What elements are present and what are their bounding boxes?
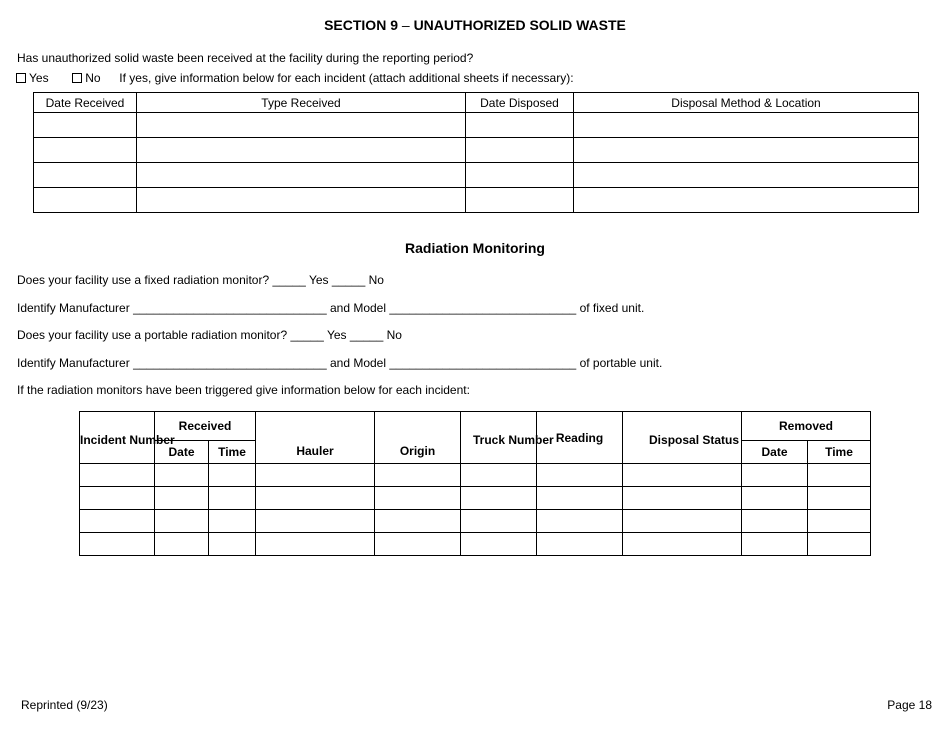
fixed-no-blank[interactable]: _____: [331, 273, 366, 287]
table-cell[interactable]: [209, 464, 256, 487]
yes-checkbox[interactable]: [16, 73, 26, 83]
of-fixed-unit-label: of fixed unit.: [579, 301, 645, 315]
table-cell[interactable]: [80, 533, 155, 556]
portable-no-blank[interactable]: _____: [349, 328, 384, 342]
table-cell[interactable]: [461, 487, 537, 510]
table-cell[interactable]: [537, 464, 623, 487]
table-cell[interactable]: [155, 464, 209, 487]
table-cell[interactable]: [808, 533, 871, 556]
section-title: [0, 17, 950, 33]
col-disposal-status: Disposal Status: [623, 412, 742, 464]
fixed-yes-blank[interactable]: _____: [272, 273, 306, 287]
table-cell[interactable]: [137, 188, 466, 213]
section-title-prefix: SECTION 9: [324, 17, 398, 33]
table-cell[interactable]: [742, 533, 808, 556]
portable-model-blank[interactable]: ____________________________: [389, 356, 577, 370]
table-cell[interactable]: [375, 533, 461, 556]
table-cell[interactable]: [461, 510, 537, 533]
identify-manufacturer-label: Identify Manufacturer: [17, 356, 130, 370]
portable-manufacturer-blank[interactable]: _____________________________: [133, 356, 327, 370]
table-row: [80, 510, 871, 533]
table-cell[interactable]: [461, 464, 537, 487]
unauthorized-waste-table: [33, 92, 919, 213]
radiation-incident-table: [79, 411, 871, 556]
fixed-monitor-question: [17, 273, 384, 287]
col-removed-time: Time: [808, 441, 871, 464]
table-cell[interactable]: [209, 510, 256, 533]
col-hauler: Hauler: [256, 412, 375, 464]
table-row: [34, 188, 919, 213]
table-cell[interactable]: [375, 487, 461, 510]
portable-manufacturer-row: [17, 356, 662, 370]
no-checkbox[interactable]: [72, 73, 82, 83]
fixed-question-text: Does your facility use a fixed radiation monitor?: [17, 273, 270, 287]
waste-question: Has unauthorized solid waste been received at the facility during the reporting period?: [17, 51, 474, 65]
table-cell[interactable]: [466, 138, 574, 163]
table-cell[interactable]: [623, 533, 742, 556]
table-cell[interactable]: [742, 464, 808, 487]
radiation-title: Radiation Monitoring: [405, 240, 545, 256]
col-date-received: Date Received: [34, 93, 137, 113]
col-received-time: Time: [209, 441, 256, 464]
table-cell[interactable]: [80, 510, 155, 533]
fixed-manufacturer-row: [17, 301, 644, 315]
table-cell[interactable]: [574, 138, 919, 163]
col-disposal-method: Disposal Method & Location: [574, 93, 919, 113]
table-cell[interactable]: [256, 464, 375, 487]
table-cell[interactable]: [155, 487, 209, 510]
col-date-disposed: Date Disposed: [466, 93, 574, 113]
table-cell[interactable]: [623, 464, 742, 487]
table-cell[interactable]: [256, 487, 375, 510]
yes-label: Yes: [29, 71, 49, 85]
table-cell[interactable]: [623, 510, 742, 533]
table-cell[interactable]: [155, 533, 209, 556]
table-cell[interactable]: [34, 113, 137, 138]
table-cell[interactable]: [537, 510, 623, 533]
and-model-label: and Model: [329, 356, 387, 370]
table-cell[interactable]: [742, 487, 808, 510]
table-cell[interactable]: [466, 163, 574, 188]
table-cell[interactable]: [742, 510, 808, 533]
col-received-date: Date: [155, 441, 209, 464]
table-cell[interactable]: [256, 510, 375, 533]
table-cell[interactable]: [137, 113, 466, 138]
fixed-manufacturer-blank[interactable]: _____________________________: [133, 301, 327, 315]
table-cell[interactable]: [80, 487, 155, 510]
table-cell[interactable]: [80, 464, 155, 487]
footer-page-number: Page 18: [887, 698, 932, 712]
waste-instruction: If yes, give information below for each incident (attach additional sheets if necessary):: [119, 71, 574, 85]
table-row: [80, 533, 871, 556]
fixed-yes-label: Yes: [308, 273, 329, 287]
no-label: No: [85, 71, 101, 85]
table-header-row: [34, 93, 919, 113]
table-cell[interactable]: [466, 113, 574, 138]
table-cell[interactable]: [808, 464, 871, 487]
table-row: [34, 113, 919, 138]
table-row: [80, 464, 871, 487]
portable-yes-label: Yes: [326, 328, 347, 342]
col-origin: Origin: [375, 412, 461, 464]
col-received-group: Received: [155, 412, 256, 441]
table-cell[interactable]: [137, 163, 466, 188]
section-title-dash: –: [401, 17, 410, 33]
table-cell[interactable]: [623, 487, 742, 510]
table-cell[interactable]: [155, 510, 209, 533]
fixed-no-label: No: [368, 273, 384, 287]
table-header-row: [80, 412, 871, 441]
col-removed-date: Date: [742, 441, 808, 464]
of-portable-unit-label: of portable unit.: [579, 356, 663, 370]
table-cell[interactable]: [808, 510, 871, 533]
table-cell[interactable]: [537, 487, 623, 510]
table-cell[interactable]: [34, 188, 137, 213]
col-truck-number: Truck Number: [461, 412, 537, 464]
triggered-instruction: If the radiation monitors have been triggered give information below for each incident:: [17, 383, 470, 397]
portable-yes-blank[interactable]: _____: [290, 328, 324, 342]
portable-monitor-question: [17, 328, 402, 342]
table-cell[interactable]: [466, 188, 574, 213]
table-cell[interactable]: [137, 138, 466, 163]
table-row: [34, 138, 919, 163]
portable-no-label: No: [386, 328, 402, 342]
table-cell[interactable]: [574, 163, 919, 188]
table-row: [80, 487, 871, 510]
table-cell[interactable]: [808, 487, 871, 510]
col-reading: Reading: [537, 412, 623, 464]
table-cell[interactable]: [375, 464, 461, 487]
yes-no-row: [16, 71, 574, 85]
fixed-model-blank[interactable]: ____________________________: [389, 301, 577, 315]
table-cell[interactable]: [461, 533, 537, 556]
col-type-received: Type Received: [137, 93, 466, 113]
table-cell[interactable]: [34, 163, 137, 188]
identify-manufacturer-label: Identify Manufacturer: [17, 301, 130, 315]
table-cell[interactable]: [209, 533, 256, 556]
col-incident-number: Incident Number: [80, 412, 155, 464]
table-cell[interactable]: [34, 138, 137, 163]
table-cell[interactable]: [209, 487, 256, 510]
footer-reprinted: Reprinted (9/23): [21, 698, 108, 712]
table-cell[interactable]: [375, 510, 461, 533]
table-cell[interactable]: [256, 533, 375, 556]
portable-question-text: Does your facility use a portable radiation monitor?: [17, 328, 288, 342]
table-row: [34, 163, 919, 188]
and-model-label: and Model: [329, 301, 387, 315]
section-title-suffix: UNAUTHORIZED SOLID WASTE: [413, 17, 626, 33]
table-cell[interactable]: [537, 533, 623, 556]
table-cell[interactable]: [574, 113, 919, 138]
col-removed-group: Removed: [742, 412, 871, 441]
table-cell[interactable]: [574, 188, 919, 213]
